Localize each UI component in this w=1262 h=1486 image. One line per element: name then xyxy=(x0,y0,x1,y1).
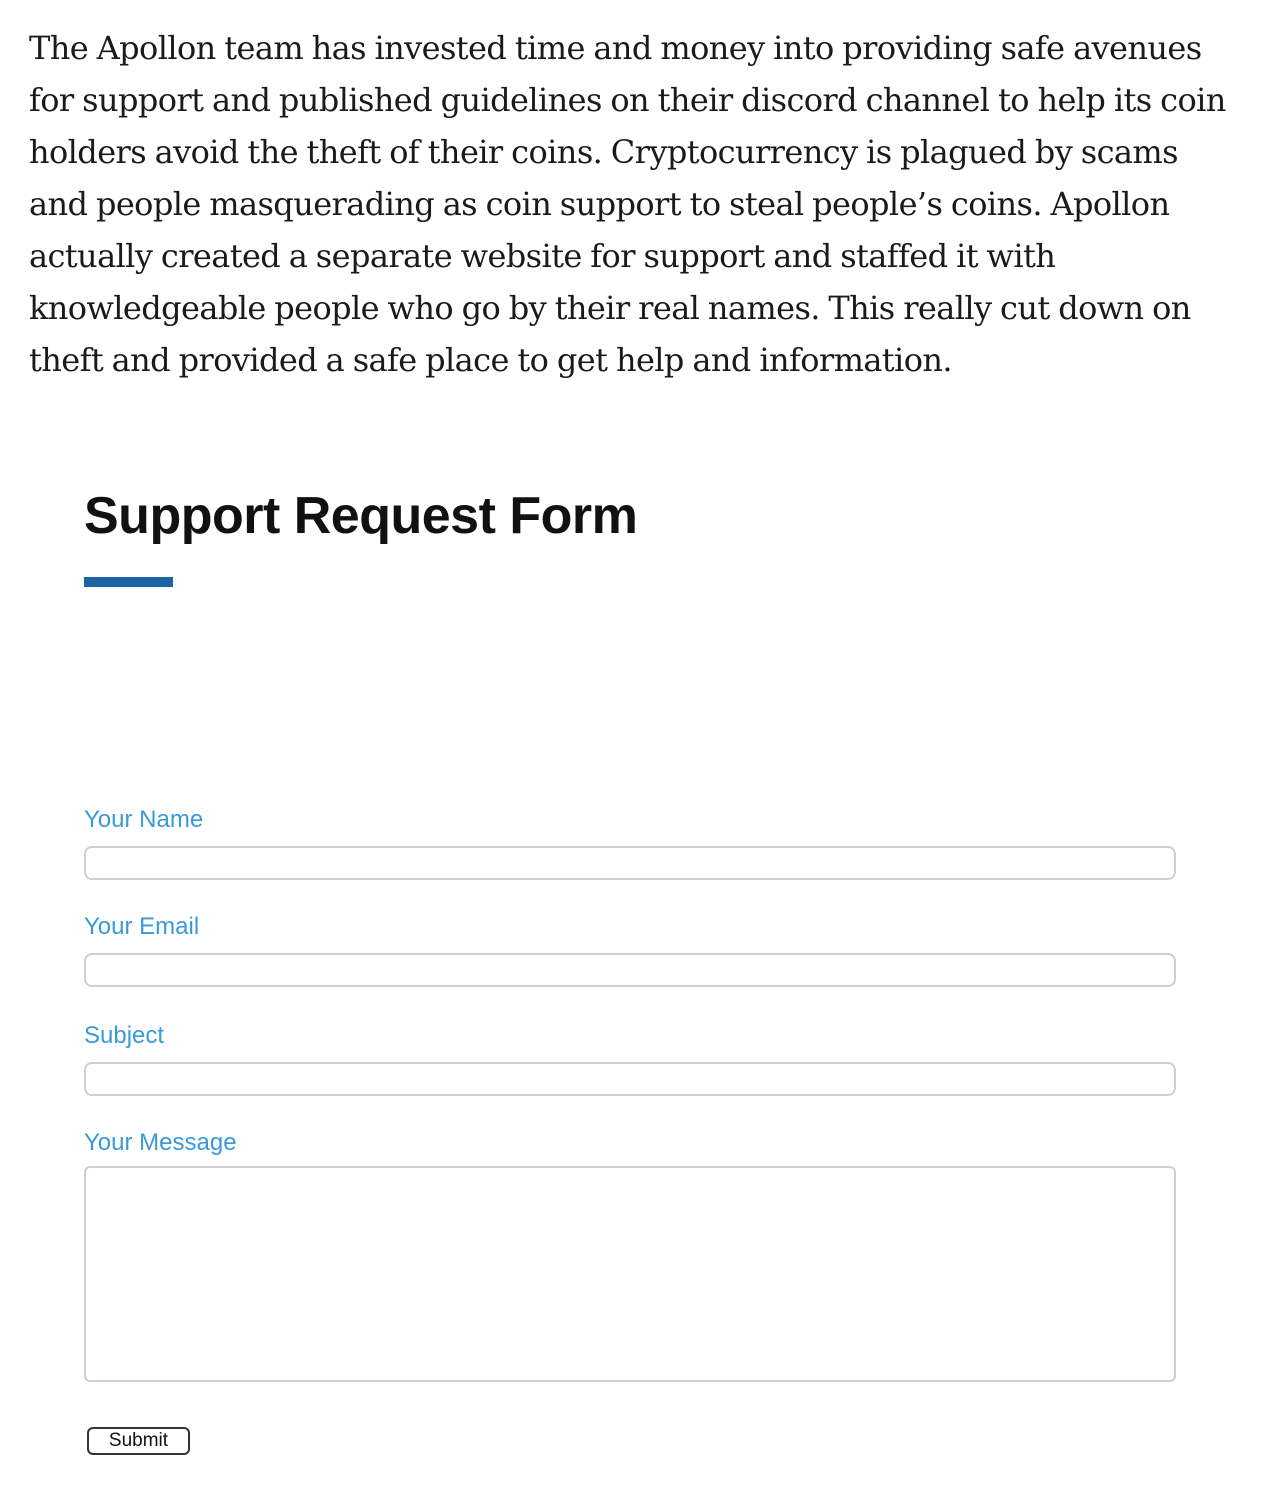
message-textarea[interactable] xyxy=(84,1166,1176,1382)
title-underline xyxy=(84,577,173,587)
form-title: Support Request Form xyxy=(84,487,638,545)
name-input[interactable] xyxy=(84,846,1176,880)
message-label: Your Message xyxy=(84,1129,237,1156)
article-paragraph: The Apollon team has invested time and money into providing safe avenues for support and published guidelines on their discord channel to help its coin holders avoid the theft of their coins. Cryptocurrency is plagued by scams and people masquerading as coin support to steal people’s coins. Apollon actually created a separate website for support and staffed it with knowledgeable people who go by their real names. This really cut down on theft and provided a safe place to get help and information. xyxy=(29,29,1226,379)
email-label: Your Email xyxy=(84,913,200,940)
support-request-form xyxy=(84,480,1178,1451)
submit-button[interactable]: Submit xyxy=(87,1427,190,1455)
email-input[interactable] xyxy=(84,953,1176,987)
subject-label: Subject xyxy=(84,1022,165,1049)
subject-input[interactable] xyxy=(84,1062,1176,1096)
name-label: Your Name xyxy=(84,806,204,833)
